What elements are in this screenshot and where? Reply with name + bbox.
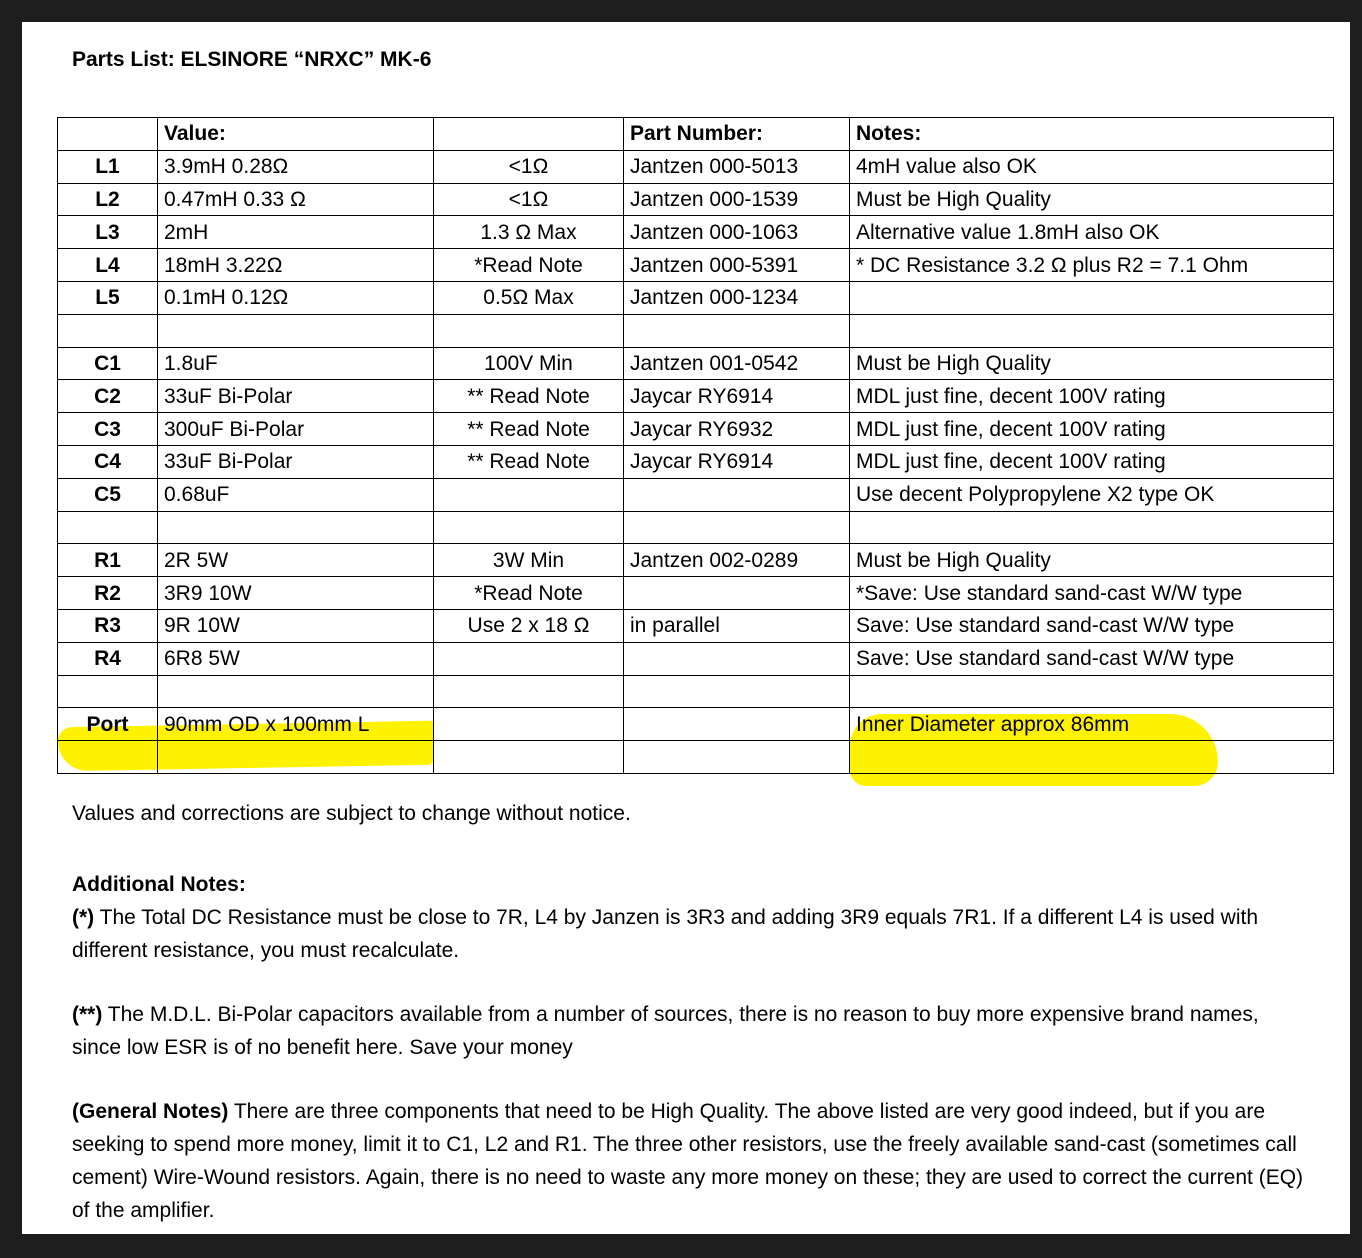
table-row — [58, 150, 1334, 183]
cell-component-id: L3 — [58, 216, 158, 249]
cell-rating — [434, 642, 624, 675]
cell-rating: 3W Min — [434, 544, 624, 577]
cell-part-number — [624, 314, 850, 347]
cell-value: 3.9mH 0.28Ω — [158, 150, 434, 183]
cell-value: 300uF Bi-Polar — [158, 413, 434, 446]
cell-value: 3R9 10W — [158, 577, 434, 610]
cell-notes: Alternative value 1.8mH also OK — [850, 216, 1334, 249]
cell-component-id: C4 — [58, 445, 158, 478]
cell-part-number: Jantzen 000-1234 — [624, 281, 850, 314]
cell-component-id: Port — [58, 708, 158, 741]
cell-component-id — [58, 314, 158, 347]
table-row — [58, 413, 1334, 446]
cell-component-id — [58, 741, 158, 774]
cell-value: 0.68uF — [158, 478, 434, 511]
note-2-label: (**) — [72, 1003, 103, 1026]
cell-part-number — [624, 511, 850, 544]
cell-notes: Must be High Quality — [850, 183, 1334, 216]
header-component-id — [58, 118, 158, 151]
cell-component-id: L1 — [58, 150, 158, 183]
document-page — [22, 22, 1350, 1234]
cell-part-number: in parallel — [624, 609, 850, 642]
cell-part-number — [624, 741, 850, 774]
table-header-row — [58, 118, 1334, 151]
cell-part-number: Jaycar RY6914 — [624, 380, 850, 413]
cell-rating — [434, 675, 624, 708]
cell-notes: Must be High Quality — [850, 347, 1334, 380]
table-row — [58, 347, 1334, 380]
cell-notes — [850, 511, 1334, 544]
header-value: Value: — [158, 118, 434, 151]
cell-rating — [434, 314, 624, 347]
cell-value — [158, 675, 434, 708]
cell-rating: Use 2 x 18 Ω — [434, 609, 624, 642]
cell-part-number: Jantzen 000-1539 — [624, 183, 850, 216]
header-rating — [434, 118, 624, 151]
cell-rating: ** Read Note — [434, 445, 624, 478]
cell-value — [158, 314, 434, 347]
table-row — [58, 609, 1334, 642]
note-2-text: The M.D.L. Bi-Polar capacitors available from a number of sources, there is no reason to buy more expensive brand names, since low ESR is of no benefit here. Save your money — [72, 1003, 1259, 1059]
cell-rating — [434, 511, 624, 544]
cell-part-number: Jantzen 000-5013 — [624, 150, 850, 183]
cell-part-number — [624, 642, 850, 675]
cell-part-number: Jaycar RY6932 — [624, 413, 850, 446]
cell-part-number: Jantzen 002-0289 — [624, 544, 850, 577]
table-row — [58, 642, 1334, 675]
cell-rating: <1Ω — [434, 183, 624, 216]
cell-value: 2mH — [158, 216, 434, 249]
cell-value — [158, 511, 434, 544]
cell-rating: <1Ω — [434, 150, 624, 183]
cell-value: 33uF Bi-Polar — [158, 445, 434, 478]
cell-rating: 100V Min — [434, 347, 624, 380]
header-notes: Notes: — [850, 118, 1334, 151]
cell-value: 6R8 5W — [158, 642, 434, 675]
cell-rating — [434, 741, 624, 774]
cell-part-number: Jantzen 000-5391 — [624, 249, 850, 282]
note-1-label: (*) — [72, 906, 95, 929]
cell-value: 18mH 3.22Ω — [158, 249, 434, 282]
cell-notes: MDL just fine, decent 100V rating — [850, 380, 1334, 413]
cell-component-id: L5 — [58, 281, 158, 314]
cell-part-number: Jaycar RY6914 — [624, 445, 850, 478]
note-1-text: The Total DC Resistance must be close to 7R, L4 by Janzen is 3R3 and adding 3R9 equals 7R1. If a different L4 is used with different resistance, you must recalculate. — [72, 906, 1259, 962]
disclaimer-text: Values and corrections are subject to change without notice. — [72, 802, 631, 825]
table-row — [58, 183, 1334, 216]
cell-value: 2R 5W — [158, 544, 434, 577]
note-1 — [72, 901, 1307, 967]
cell-notes: Must be High Quality — [850, 544, 1334, 577]
cell-part-number — [624, 708, 850, 741]
cell-part-number — [624, 478, 850, 511]
cell-value: 0.1mH 0.12Ω — [158, 281, 434, 314]
additional-notes — [72, 868, 1307, 1258]
cell-component-id — [58, 675, 158, 708]
cell-notes: MDL just fine, decent 100V rating — [850, 413, 1334, 446]
note-2 — [72, 998, 1307, 1064]
cell-component-id — [58, 511, 158, 544]
table-row — [58, 741, 1334, 774]
cell-part-number: Jantzen 000-1063 — [624, 216, 850, 249]
table-row — [58, 314, 1334, 347]
note-general-text: There are three components that need to be High Quality. The above listed are very good indeed, but if you are seeking to spend more money, limit it to C1, L2 and R1. The three other resistors, use the freely available sand-cast (sometimes call cement) Wire-Wound resistors. Again, there is no need to waste any more money on these; they are used to correct the current (EQ) of the amplifier. — [72, 1100, 1304, 1222]
cell-notes: Use decent Polypropylene X2 type OK — [850, 478, 1334, 511]
cell-part-number: Jantzen 001-0542 — [624, 347, 850, 380]
cell-notes — [850, 675, 1334, 708]
cell-value: 90mm OD x 100mm L — [158, 708, 434, 741]
cell-value: 9R 10W — [158, 609, 434, 642]
table-row — [58, 380, 1334, 413]
cell-rating: 1.3 Ω Max — [434, 216, 624, 249]
header-part-number: Part Number: — [624, 118, 850, 151]
cell-notes: *Save: Use standard sand-cast W/W type — [850, 577, 1334, 610]
cell-rating: *Read Note — [434, 577, 624, 610]
cell-rating: ** Read Note — [434, 380, 624, 413]
cell-notes: 4mH value also OK — [850, 150, 1334, 183]
cell-rating — [434, 478, 624, 511]
cell-component-id: C5 — [58, 478, 158, 511]
parts-table — [57, 117, 1334, 774]
cell-notes: Save: Use standard sand-cast W/W type — [850, 642, 1334, 675]
cell-notes: * DC Resistance 3.2 Ω plus R2 = 7.1 Ohm — [850, 249, 1334, 282]
note-general — [72, 1095, 1307, 1227]
table-row — [58, 281, 1334, 314]
cell-value: 0.47mH 0.33 Ω — [158, 183, 434, 216]
table-row — [58, 216, 1334, 249]
cell-notes: Save: Use standard sand-cast W/W type — [850, 609, 1334, 642]
cell-component-id: C2 — [58, 380, 158, 413]
cell-notes — [850, 281, 1334, 314]
table-row — [58, 708, 1334, 741]
cell-component-id: R4 — [58, 642, 158, 675]
cell-rating: ** Read Note — [434, 413, 624, 446]
table-row — [58, 478, 1334, 511]
cell-notes — [850, 314, 1334, 347]
table-row — [58, 445, 1334, 478]
cell-component-id: R3 — [58, 609, 158, 642]
cell-value — [158, 741, 434, 774]
cell-component-id: C1 — [58, 347, 158, 380]
cell-component-id: R1 — [58, 544, 158, 577]
cell-rating: 0.5Ω Max — [434, 281, 624, 314]
additional-notes-heading: Additional Notes: — [72, 873, 246, 896]
cell-part-number — [624, 675, 850, 708]
cell-notes: Inner Diameter approx 86mm — [850, 708, 1334, 741]
cell-part-number — [624, 577, 850, 610]
note-general-label: (General Notes) — [72, 1100, 229, 1123]
cell-notes: MDL just fine, decent 100V rating — [850, 445, 1334, 478]
table-row — [58, 511, 1334, 544]
table-row — [58, 249, 1334, 282]
cell-component-id: L2 — [58, 183, 158, 216]
table-row — [58, 544, 1334, 577]
table-row — [58, 577, 1334, 610]
cell-notes — [850, 741, 1334, 774]
cell-value: 33uF Bi-Polar — [158, 380, 434, 413]
cell-component-id: C3 — [58, 413, 158, 446]
cell-rating — [434, 708, 624, 741]
page-title: Parts List: ELSINORE “NRXC” MK-6 — [72, 48, 432, 71]
cell-rating: *Read Note — [434, 249, 624, 282]
cell-value: 1.8uF — [158, 347, 434, 380]
table-row — [58, 675, 1334, 708]
cell-component-id: R2 — [58, 577, 158, 610]
cell-component-id: L4 — [58, 249, 158, 282]
